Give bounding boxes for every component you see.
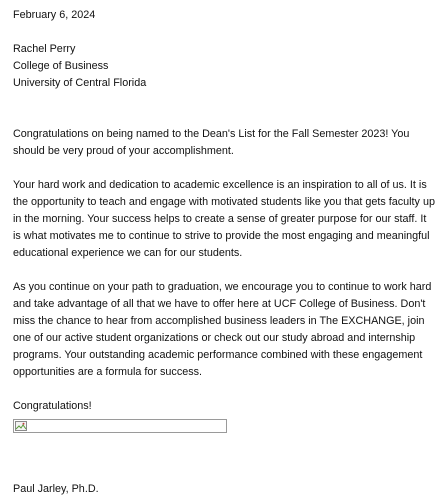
spacer: [13, 262, 435, 279]
broken-image-icon: [15, 421, 27, 431]
spacer: [13, 24, 435, 41]
spacer: [13, 160, 435, 177]
recipient-name: Rachel Perry: [13, 43, 76, 55]
signature-image: [13, 419, 227, 433]
spacer: [13, 433, 435, 450]
paragraph-dedication: Your hard work and dedication to academic excellence is an inspiration to all of us. It is the opportunity to teach and engage with motivated students like you that gets faculty up in the morning. Your success helps to create a sense of greater purpose for our staff. It is what motivates me to continue to strive to provide the most engaging and meaningful educational experience we can for our students.: [13, 179, 435, 259]
recipient-university: University of Central Florida: [13, 77, 147, 89]
spacer: [13, 450, 435, 467]
letter: [13, 7, 435, 498]
letter-date: February 6, 2024: [13, 9, 96, 21]
paragraph-graduation: As you continue on your path to graduation, we encourage you to continue to work hard and take advantage of all that we have to offer here at UCF College of Business. Don't miss the chance to hear from accomplished business leaders in The EXCHANGE, join one of our active student organizations or check out our study abroad and internship programs. Your outstanding academic performance combined with these engagement opportunities are a formula for success.: [13, 281, 432, 378]
spacer: [13, 92, 435, 109]
spacer: [13, 381, 435, 398]
spacer: [13, 109, 435, 126]
recipient-college: College of Business: [13, 60, 109, 72]
paragraph-congratulations: Congratulations on being named to the Dean's List for the Fall Semester 2023! You should be very proud of your accomplishment.: [13, 128, 410, 157]
spacer: [13, 467, 435, 481]
signatory-name: Paul Jarley, Ph.D.: [13, 483, 99, 495]
closing: Congratulations!: [13, 400, 92, 412]
